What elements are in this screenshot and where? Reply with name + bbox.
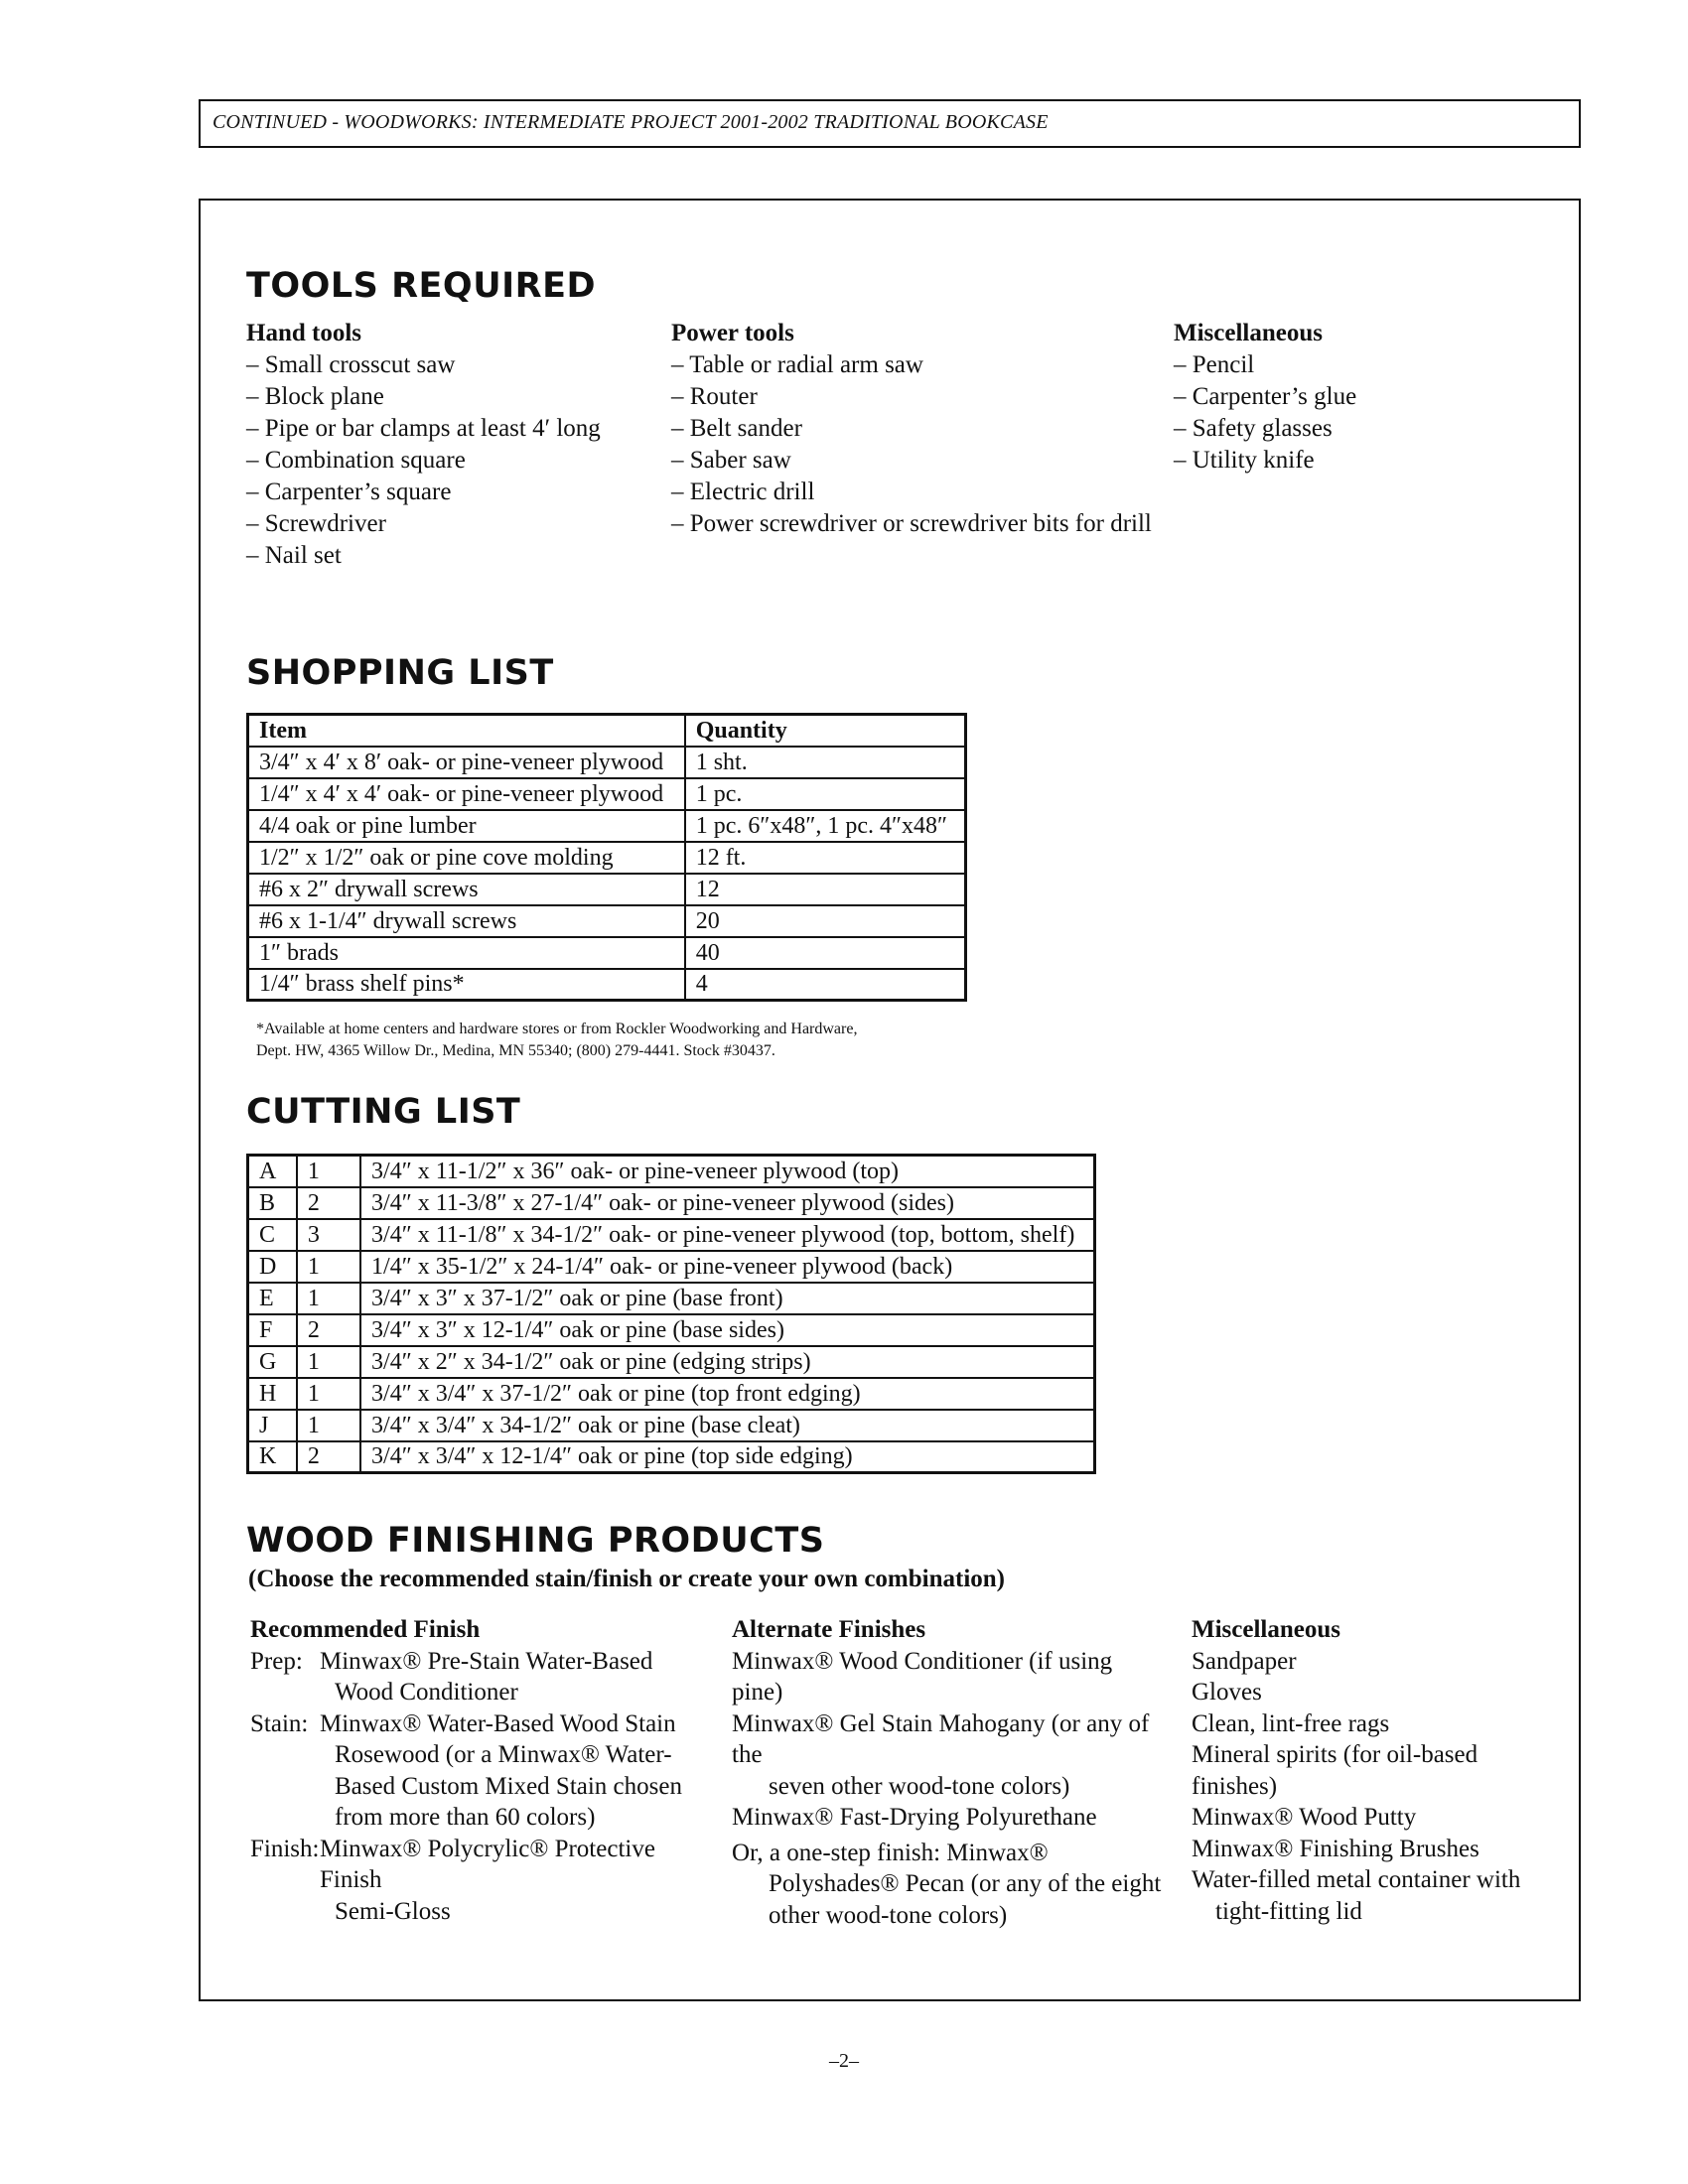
item-cell: 1/4″ brass shelf pins* — [248, 969, 685, 1001]
finishing-subtitle: (Choose the recommended stain/finish or create your own combination) — [248, 1566, 1006, 1592]
misc-finishing-heading: Miscellaneous — [1192, 1616, 1340, 1643]
quantity-cell: 1 sht. — [685, 747, 966, 778]
hand-tools-list — [246, 349, 601, 572]
list-item: – Utility knife — [1174, 447, 1315, 474]
quantity-cell: 12 ft. — [685, 842, 966, 874]
list-item: – Screwdriver — [246, 510, 386, 537]
quantity-cell: 4 — [685, 969, 966, 1001]
part-count-cell: 1 — [297, 1283, 360, 1314]
part-letter-cell: H — [248, 1378, 297, 1410]
part-letter-cell: D — [248, 1251, 297, 1283]
alternate-line: other wood-tone colors) — [769, 1901, 1008, 1929]
alternate-line: Minwax® Wood Conditioner (if using pine) — [732, 1647, 1113, 1706]
hand-tools-heading: Hand tools — [246, 320, 362, 346]
table-row — [248, 1251, 1095, 1283]
part-description-cell: 3/4″ x 3/4″ x 37-1/2″ oak or pine (top front edging) — [360, 1378, 1094, 1410]
part-description-cell: 3/4″ x 3/4″ x 34-1/2″ oak or pine (base cleat) — [360, 1410, 1094, 1441]
part-letter-cell: G — [248, 1346, 297, 1378]
stain-line: Minwax® Water-Based Wood Stain — [320, 1709, 676, 1737]
table-row — [248, 1441, 1095, 1473]
quantity-cell: 20 — [685, 905, 966, 937]
item-cell: 1/2″ x 1/2″ oak or pine cove molding — [248, 842, 685, 874]
hand-tools-column — [246, 318, 601, 572]
table-row — [248, 1410, 1095, 1441]
stain-line: Based Custom Mixed Stain chosen — [335, 1772, 682, 1800]
alternate-line: Or, a one-step finish: Minwax® — [732, 1839, 1049, 1866]
list-item: – Block plane — [246, 383, 384, 410]
part-letter-cell: J — [248, 1410, 297, 1441]
list-item: – Combination square — [246, 447, 466, 474]
table-row — [248, 874, 966, 905]
list-item: – Table or radial arm saw — [671, 351, 923, 378]
table-row — [248, 747, 966, 778]
header-bar — [199, 99, 1581, 148]
misc-line: Gloves — [1192, 1679, 1262, 1706]
list-item: – Small crosscut saw — [246, 351, 456, 378]
part-count-cell: 1 — [297, 1251, 360, 1283]
part-count-cell: 2 — [297, 1314, 360, 1346]
prep-line: Wood Conditioner — [335, 1679, 518, 1706]
table-row — [248, 969, 966, 1001]
table-row — [248, 1346, 1095, 1378]
list-item: – Power screwdriver or screwdriver bits for drill — [671, 510, 1152, 537]
part-letter-cell: K — [248, 1441, 297, 1473]
part-count-cell: 1 — [297, 1346, 360, 1378]
part-description-cell: 3/4″ x 11-1/8″ x 34-1/2″ oak- or pine-veneer plywood (top, bottom, shelf) — [360, 1219, 1094, 1251]
prep-line: Minwax® Pre-Stain Water-Based — [320, 1647, 653, 1675]
item-cell: 1/4″ x 4′ x 4′ oak- or pine-veneer plywood — [248, 778, 685, 810]
table-row — [248, 810, 966, 842]
quantity-cell: 12 — [685, 874, 966, 905]
prep-label: Prep: — [250, 1647, 303, 1675]
misc-line: Minwax® Wood Putty — [1192, 1804, 1417, 1831]
misc-line: Water-filled metal container with — [1192, 1866, 1521, 1893]
alternate-line: Minwax® Gel Stain Mahogany (or any of the — [732, 1709, 1150, 1768]
alternate-finishes-column — [732, 1614, 1169, 1931]
table-header-row — [248, 715, 966, 747]
finish-line: Semi-Gloss — [335, 1897, 451, 1925]
finishing-title: WOOD FINISHING PRODUCTS — [246, 1521, 825, 1561]
part-letter-cell: B — [248, 1187, 297, 1219]
table-row — [248, 1314, 1095, 1346]
misc-line: Minwax® Finishing Brushes — [1192, 1835, 1479, 1862]
power-tools-heading: Power tools — [671, 320, 794, 346]
part-count-cell: 2 — [297, 1187, 360, 1219]
column-header-quantity: Quantity — [685, 715, 966, 747]
part-description-cell: 3/4″ x 11-1/2″ x 36″ oak- or pine-veneer plywood (top) — [360, 1156, 1094, 1187]
list-item: – Carpenter’s glue — [1174, 383, 1357, 410]
tools-title: TOOLS REQUIRED — [246, 266, 597, 306]
list-item: – Pipe or bar clamps at least 4′ long — [246, 415, 601, 442]
quantity-cell: 1 pc. — [685, 778, 966, 810]
alternate-line: seven other wood-tone colors) — [769, 1772, 1070, 1800]
finish-line: Minwax® Polycrylic® Protective Finish — [320, 1835, 655, 1893]
shopping-title: SHOPPING LIST — [246, 653, 554, 693]
part-count-cell: 3 — [297, 1219, 360, 1251]
footnote-line: *Available at home centers and hardware stores or from Rockler Woodworking and Hardware, — [256, 1021, 858, 1037]
finish-label: Finish: — [250, 1835, 320, 1862]
misc-line: Mineral spirits (for oil-based finishes) — [1192, 1741, 1478, 1800]
recommended-heading: Recommended Finish — [250, 1616, 481, 1643]
misc-tools-heading: Miscellaneous — [1174, 320, 1323, 346]
prep-row — [250, 1646, 697, 1708]
misc-tools-column — [1174, 318, 1356, 477]
alternate-line: Polyshades® Pecan (or any of the eight — [769, 1870, 1162, 1897]
list-item: – Pencil — [1174, 351, 1255, 378]
misc-line: tight-fitting lid — [1215, 1897, 1362, 1925]
part-letter-cell: A — [248, 1156, 297, 1187]
list-item: – Nail set — [246, 542, 342, 569]
part-description-cell: 3/4″ x 3″ x 12-1/4″ oak or pine (base sides) — [360, 1314, 1094, 1346]
footnote-line: Dept. HW, 4365 Willow Dr., Medina, MN 55340; (800) 279-4441. Stock #30437. — [256, 1042, 775, 1059]
item-cell: 4/4 oak or pine lumber — [248, 810, 685, 842]
alternate-line: Minwax® Fast-Drying Polyurethane — [732, 1804, 1097, 1831]
part-description-cell: 3/4″ x 3/4″ x 12-1/4″ oak or pine (top side edging) — [360, 1441, 1094, 1473]
cutting-title: CUTTING LIST — [246, 1092, 521, 1132]
table-row — [248, 778, 966, 810]
item-cell: #6 x 2″ drywall screws — [248, 874, 685, 905]
part-count-cell: 1 — [297, 1156, 360, 1187]
part-description-cell: 3/4″ x 2″ x 34-1/2″ oak or pine (edging strips) — [360, 1346, 1094, 1378]
stain-label: Stain: — [250, 1709, 309, 1737]
power-tools-column — [671, 318, 1152, 540]
table-row — [248, 1187, 1095, 1219]
stain-line: Rosewood (or a Minwax® Water- — [335, 1741, 672, 1768]
list-item: – Saber saw — [671, 447, 791, 474]
part-description-cell: 3/4″ x 3″ x 37-1/2″ oak or pine (base front) — [360, 1283, 1094, 1314]
list-item: – Belt sander — [671, 415, 802, 442]
table-row — [248, 1219, 1095, 1251]
column-header-item: Item — [248, 715, 685, 747]
stain-row — [250, 1708, 697, 1834]
part-letter-cell: C — [248, 1219, 297, 1251]
quantity-cell: 40 — [685, 937, 966, 969]
misc-finishing-column — [1192, 1614, 1569, 1927]
stain-line: from more than 60 colors) — [335, 1804, 596, 1831]
table-row — [248, 1156, 1095, 1187]
part-description-cell: 1/4″ x 35-1/2″ x 24-1/4″ oak- or pine-veneer plywood (back) — [360, 1251, 1094, 1283]
part-letter-cell: E — [248, 1283, 297, 1314]
table-row — [248, 1378, 1095, 1410]
item-cell: 3/4″ x 4′ x 8′ oak- or pine-veneer plywood — [248, 747, 685, 778]
shopping-footnote — [256, 1019, 951, 1062]
part-count-cell: 1 — [297, 1410, 360, 1441]
part-count-cell: 2 — [297, 1441, 360, 1473]
table-row — [248, 937, 966, 969]
item-cell: #6 x 1-1/4″ drywall screws — [248, 905, 685, 937]
power-tools-list — [671, 349, 1152, 540]
list-item: – Safety glasses — [1174, 415, 1333, 442]
list-item: – Router — [671, 383, 758, 410]
table-row — [248, 905, 966, 937]
misc-line: Sandpaper — [1192, 1647, 1297, 1675]
list-item: – Carpenter’s square — [246, 478, 452, 505]
list-item: – Electric drill — [671, 478, 815, 505]
page-number: –2– — [829, 2050, 859, 2072]
table-row — [248, 842, 966, 874]
part-count-cell: 1 — [297, 1378, 360, 1410]
finish-row — [250, 1834, 697, 1928]
running-header: CONTINUED - WOODWORKS: INTERMEDIATE PROJECT 2001-2002 TRADITIONAL BOOKCASE — [212, 111, 1049, 133]
table-row — [248, 1283, 1095, 1314]
part-description-cell: 3/4″ x 11-3/8″ x 27-1/4″ oak- or pine-veneer plywood (sides) — [360, 1187, 1094, 1219]
recommended-finish-column — [250, 1614, 697, 1927]
misc-line: Clean, lint-free rags — [1192, 1709, 1390, 1737]
part-letter-cell: F — [248, 1314, 297, 1346]
misc-tools-list — [1174, 349, 1356, 477]
alternate-heading: Alternate Finishes — [732, 1616, 926, 1643]
quantity-cell: 1 pc. 6″x48″, 1 pc. 4″x48″ — [685, 810, 966, 842]
shopping-table — [246, 713, 967, 1002]
cutting-table — [246, 1154, 1096, 1474]
item-cell: 1″ brads — [248, 937, 685, 969]
